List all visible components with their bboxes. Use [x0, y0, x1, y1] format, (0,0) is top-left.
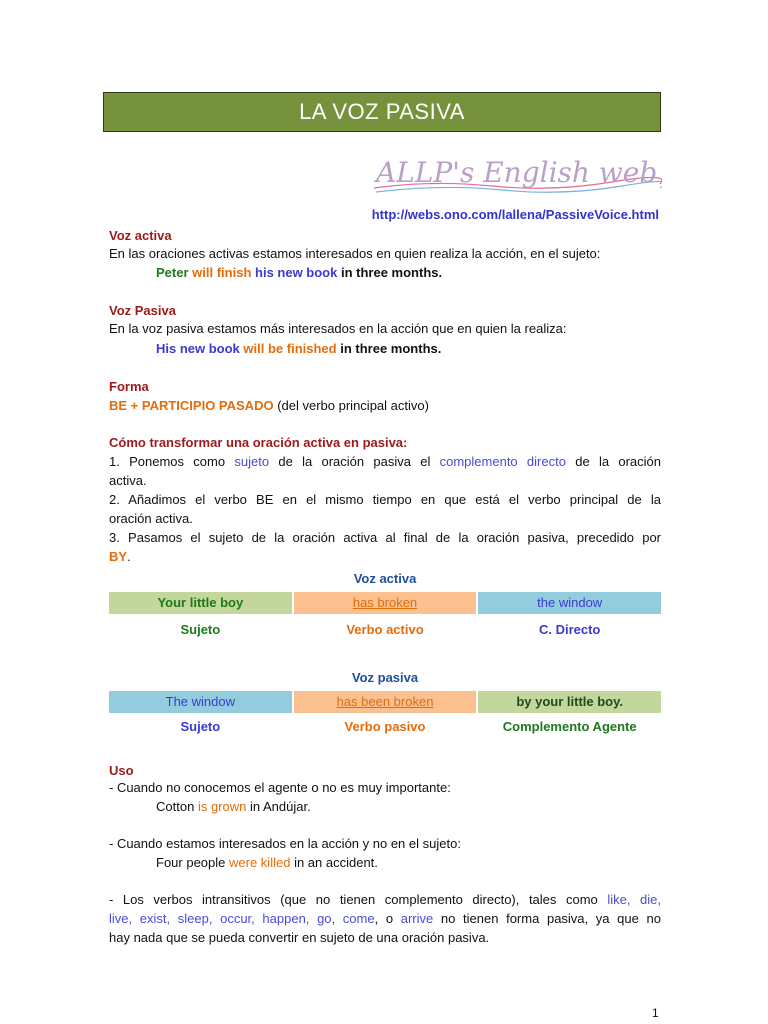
item3-f: no tienen forma pasiva, ya que no: [440, 911, 661, 926]
cell-verb: has broken: [294, 592, 477, 614]
step1-line2: activa.: [109, 473, 147, 488]
tabla-pasiva-labels: [109, 718, 661, 736]
label-sujeto: Sujeto: [180, 719, 221, 734]
tabla-activa-caption: Voz activa: [353, 571, 417, 586]
step3-by: BY: [109, 549, 128, 564]
item3-verbs1: like, die,: [607, 892, 661, 907]
ex2-c: in an accident.: [294, 855, 378, 870]
label-agente: Complemento Agente: [502, 719, 637, 734]
example-object: his new book: [255, 265, 338, 280]
voz-pasiva-heading: Voz Pasiva: [109, 303, 176, 318]
cell-agent: by your little boy.: [478, 691, 661, 713]
label-directo: C. Directo: [538, 622, 601, 637]
voz-activa-text: En las oraciones activas estamos interesados en quien realiza la acción, en el sujeto:: [109, 246, 601, 261]
voz-pasiva-example: [156, 340, 708, 358]
example-verb: will be finished: [243, 341, 337, 356]
step1-line1: [109, 453, 661, 471]
step3-period: .: [127, 549, 131, 564]
uso-item1: - Cuando no conocemos el agente o no es muy importante:: [109, 780, 451, 795]
forma-note: (del verbo principal activo): [277, 398, 429, 413]
ex1-a: Cotton: [156, 799, 195, 814]
ex1-verb: is grown: [197, 799, 247, 814]
tabla-activa-labels: [109, 621, 661, 639]
label-verbo: Verbo activo: [346, 622, 424, 637]
uso-heading: Uso: [109, 763, 134, 778]
ex1-c: in Andújar.: [249, 799, 311, 814]
ex2-verb: were killed: [229, 855, 291, 870]
uso-example2: [156, 854, 708, 872]
allp-logo: [372, 152, 662, 196]
uso-item2: - Cuando estamos interesados en la acción y no en el sujeto:: [109, 836, 461, 851]
step3-line2: [109, 548, 661, 566]
logo-text: ALLP's English web: [376, 156, 658, 189]
tabla-pasiva-caption: Voz pasiva: [351, 670, 419, 685]
example-rest: in three months.: [340, 265, 443, 280]
tabla-pasiva-row: [109, 691, 661, 713]
uso-item3-line1: [109, 891, 661, 909]
uso-item3-line3: hay nada que se pueda convertir en sujeto de una oración pasiva.: [109, 930, 490, 945]
step1-complemento: complemento directo: [439, 454, 566, 469]
example-verb: will finish: [192, 265, 252, 280]
page-title: LA VOZ PASIVA: [103, 92, 661, 132]
step1-c: de la oración pasiva el: [278, 454, 431, 469]
source-url[interactable]: http://webs.ono.com/lallena/PassiveVoice.html: [371, 207, 659, 222]
step3-line1: 3. Pasamos el sujeto de la oración activa al final de la oración pasiva, precedido por: [109, 530, 661, 545]
ex2-a: Four people: [156, 855, 226, 870]
example-rest: in three months.: [340, 341, 442, 356]
cell-subject: Your little boy: [109, 592, 292, 614]
page-number: 1: [652, 1006, 659, 1020]
step1-e: de la oración: [575, 454, 661, 469]
forma-formula: BE + PARTICIPIO PASADO: [109, 398, 274, 413]
voz-activa-example: [156, 264, 708, 282]
item3-arrive: arrive: [400, 911, 434, 926]
tabla-activa-row: [109, 592, 661, 614]
voz-pasiva-text: En la voz pasiva estamos más interesados en la acción que en quien la realiza:: [109, 321, 567, 336]
step2-line2: oración activa.: [109, 511, 193, 526]
step2-line1: 2. Añadimos el verbo BE en el mismo tiempo en que está el verbo principal de la: [109, 492, 661, 507]
forma-line: [109, 397, 661, 415]
step1-sujeto: sujeto: [234, 454, 270, 469]
cell-object: the window: [478, 592, 661, 614]
item3-d: , o: [374, 911, 394, 926]
item3-verbs2: live, exist, sleep, occur, happen, go, come: [109, 911, 375, 926]
item3-a: - Los verbos intransitivos (que no tienen complemento directo), tales como: [109, 892, 598, 907]
label-sujeto: Sujeto: [180, 622, 221, 637]
uso-item3-line2: [109, 910, 661, 928]
step1-a: 1. Ponemos como: [109, 454, 226, 469]
forma-heading: Forma: [109, 379, 149, 394]
voz-activa-heading: Voz activa: [109, 228, 172, 243]
cell-verb: has been broken: [294, 691, 477, 713]
example-subject: Peter: [156, 265, 189, 280]
cell-subject: The window: [109, 691, 292, 713]
example-subject: His new book: [156, 341, 240, 356]
label-verbo: Verbo pasivo: [344, 719, 426, 734]
como-heading: Cómo transformar una oración activa en pasiva:: [109, 435, 408, 450]
uso-example1: [156, 798, 708, 816]
